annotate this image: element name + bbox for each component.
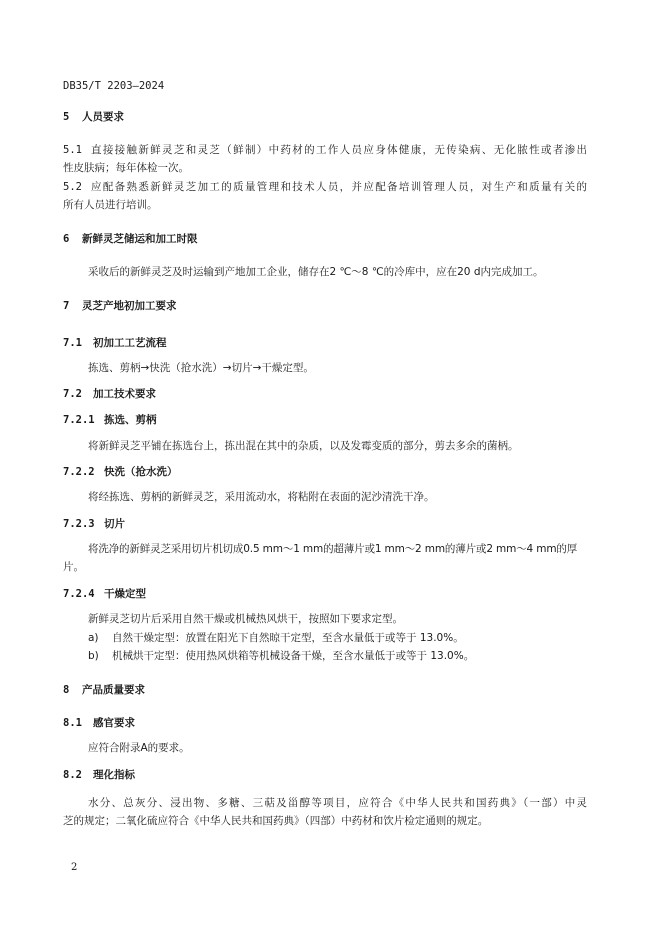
list-marker: a): [88, 632, 99, 644]
section-title: 拣选、剪柄: [104, 414, 157, 426]
section-title: 干燥定型: [104, 588, 146, 600]
section-title: 人员要求: [82, 111, 124, 123]
paragraph: 拣选、剪柄→快洗（抢水洗）→切片→干燥定型。: [88, 362, 314, 374]
section-title: 产品质量要求: [82, 684, 145, 696]
section-number: 7.2.3: [63, 518, 95, 530]
section-title: 切片: [104, 518, 125, 530]
section-number: 7: [63, 300, 70, 312]
section-number: 7.2.2: [63, 466, 95, 478]
section-title: 加工技术要求: [93, 388, 156, 400]
list-item-text: 自然干燥定型：放置在阳光下自然晾干定型，至含水量低于或等于 13.0%。: [112, 632, 464, 644]
section-title: 感官要求: [93, 717, 135, 729]
section-number: 8: [63, 684, 70, 696]
section-title: 灵芝产地初加工要求: [82, 300, 177, 312]
section-number: 8.1: [63, 717, 82, 729]
section-number: 7.1: [63, 337, 82, 349]
section-number: 7.2.1: [63, 414, 95, 426]
clause-text-line: 所有人员进行培训。: [63, 199, 158, 211]
section-title: 理化指标: [93, 769, 135, 781]
clause-number: 5.1: [63, 144, 82, 156]
section-number: 7.2.4: [63, 588, 95, 600]
document-id: DB35/T 2203—2024: [63, 80, 165, 92]
paragraph: 采收后的新鲜灵芝及时运输到产地加工企业，储存在2 ℃～8 ℃的冷库中，应在20 d内完成加工。: [88, 266, 544, 278]
paragraph-line: 水分、总灰分、浸出物、多糖、三萜及甾醇等项目，应符合《中华人民共和国药典》（一部）中灵: [88, 797, 587, 809]
clause-number: 5.2: [63, 181, 82, 193]
clause-text-line: 直接接触新鲜灵芝和灵芝（鲜制）中药材的工作人员应身体健康，无传染病、无化脓性或者渗出: [91, 144, 587, 156]
list-marker: b): [88, 650, 99, 662]
list-item-text: 机械烘干定型：使用热风烘箱等机械设备干燥，至含水量低于或等于 13.0%。: [112, 650, 475, 662]
page-number: 2: [71, 862, 78, 873]
section-title: 初加工工艺流程: [93, 337, 167, 349]
paragraph: 将新鲜灵芝平铺在拣选台上，拣出混在其中的杂质，以及发霉变质的部分，剪去多余的菌柄。: [88, 440, 519, 452]
paragraph-line: 片。: [63, 561, 84, 573]
paragraph: 将经拣选、剪柄的新鲜灵芝，采用流动水，将粘附在表面的泥沙清洗干净。: [88, 491, 435, 503]
section-number: 6: [63, 233, 70, 245]
paragraph: 新鲜灵芝切片后采用自然干燥或机械热风烘干，按照如下要求定型。: [88, 613, 403, 625]
paragraph-line: 将洗净的新鲜灵芝采用切片机切成0.5 mm～1 mm的超薄片或1 mm～2 mm的薄片或2 mm～4 mm的厚: [88, 543, 578, 555]
paragraph: 应符合附录A的要求。: [88, 742, 190, 754]
section-title: 快洗（抢水洗）: [104, 466, 178, 478]
section-number: 5: [63, 111, 70, 123]
section-title: 新鲜灵芝储运和加工时限: [82, 233, 198, 245]
paragraph-line: 芝的规定；二氧化硫应符合《中华人民共和国药典》（四部）中药材和饮片检定通则的规定。: [63, 815, 489, 827]
section-number: 8.2: [63, 769, 82, 781]
section-number: 7.2: [63, 388, 82, 400]
clause-text-line: 应配备熟悉新鲜灵芝加工的质量管理和技术人员，并应配备培训管理人员，对生产和质量有关的: [91, 181, 587, 193]
clause-text-line: 性皮肤病；每年体检一次。: [63, 162, 189, 174]
